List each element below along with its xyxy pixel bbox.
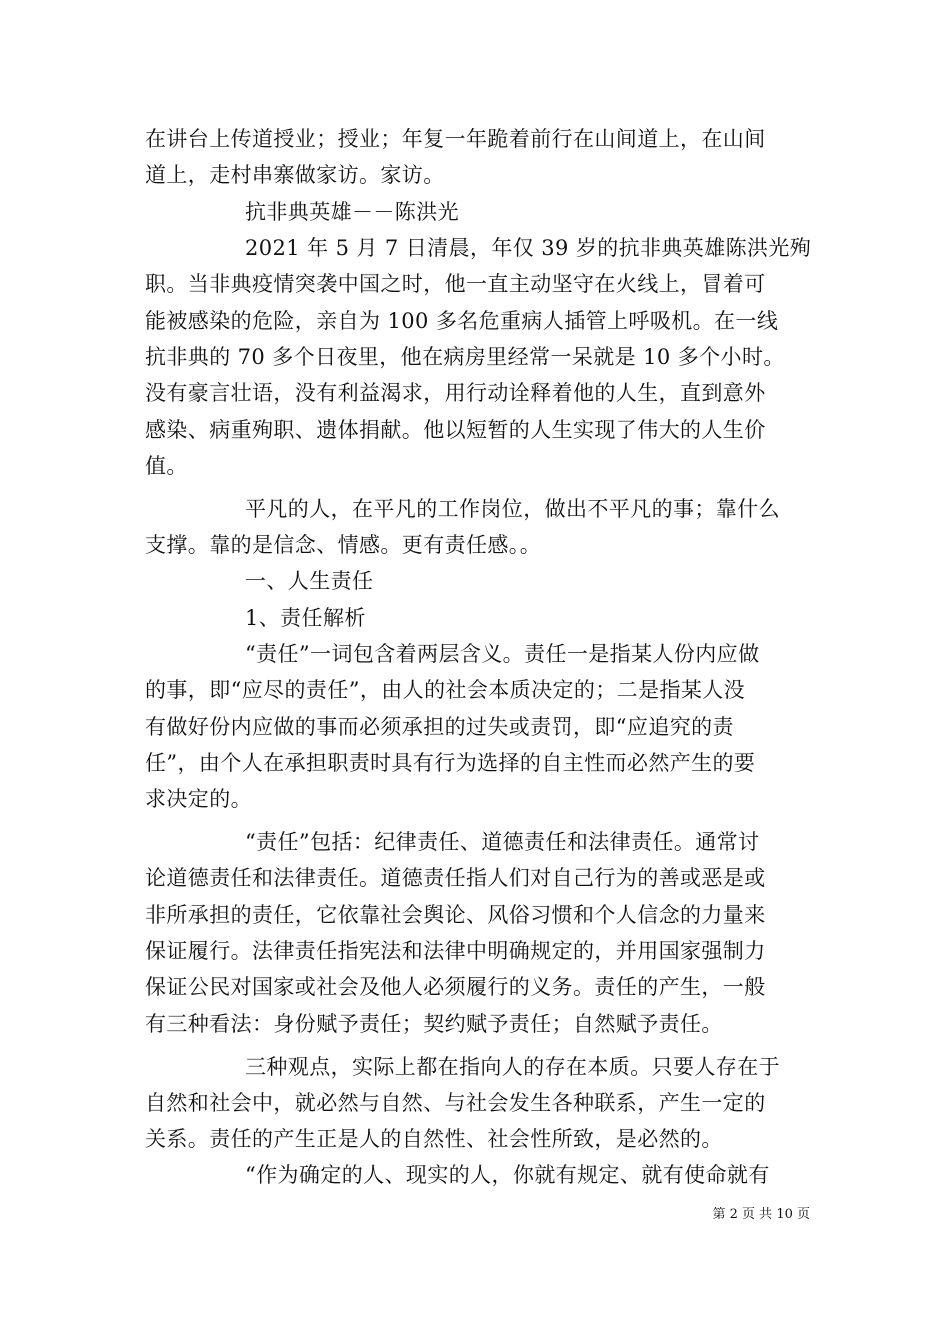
text-line: 有做好份内应做的事而必须承担的过失或责罚，即“应追究的责 (145, 715, 734, 739)
text-line: 职。当非典疫情突袭中国之时，他一直主动坚守在火线上，冒着可 (145, 272, 766, 296)
text-line: 任”，由个人在承担职责时具有行为选择的自主性而必然产生的要 (145, 751, 756, 775)
text-line: 论道德责任和法律责任。道德责任指人们对自己行为的善或恶是或 (145, 866, 766, 890)
text-line: 道上，走村串寨做家访。家访。 (145, 163, 445, 187)
text-line: 没有豪言壮语，没有利益渴求，用行动诠释着他的人生，直到意外 (145, 381, 766, 405)
text-line: “责任”包括：纪律责任、道德责任和法律责任。通常讨 (245, 830, 760, 854)
text-line: 感染、病重殉职、遗体捐献。他以短暂的人生实现了伟大的人生价 (145, 418, 766, 442)
text-line: 自然和社会中，就必然与自然、与社会发生各种联系，产生一定的 (145, 1091, 766, 1115)
text-line: 抗非典的 70 多个日夜里，他在病房里经常一呆就是 10 多个小时。 (145, 345, 785, 369)
text-line: 关系。责任的产生正是人的自然性、社会性所致，是必然的。 (145, 1127, 723, 1151)
text-line: 在讲台上传道授业；授业；年复一年跪着前行在山间道上，在山间 (145, 127, 766, 151)
text-line: “作为确定的人、现实的人，你就有规定、就有使命就有 (245, 1163, 770, 1187)
subsection-heading: 1、责任解析 (245, 606, 366, 630)
text-line: 支撑。靠的是信念、情感。更有责任感。。 (145, 533, 542, 557)
text-line: 三种观点，实际上都在指向人的存在本质。只要人存在于 (245, 1055, 780, 1079)
text-line: 有三种看法：身份赋予责任；契约赋予责任；自然赋予责任。 (145, 1012, 723, 1036)
text-line: 求决定的。 (145, 787, 252, 811)
text-line: 2021 年 5 月 7 日清晨，年仅 39 岁的抗非典英雄陈洪光殉 (245, 236, 812, 260)
text-line: 的事，即“应尽的责任”，由人的社会本质决定的；二是指某人没 (145, 678, 746, 702)
text-line: “责任”一词包含着两层含义。责任一是指某人份内应做 (245, 642, 760, 666)
text-line: 保证履行。法律责任指宪法和法律中明确规定的，并用国家强制力 (145, 939, 766, 963)
section-heading: 抗非典英雄－－陈洪光 (245, 200, 459, 224)
section-heading: 一、人生责任 (245, 569, 374, 593)
text-line: 平凡的人，在平凡的工作岗位，做出不平凡的事；靠什么 (245, 497, 780, 521)
text-line: 非所承担的责任，它依靠社会舆论、风俗习惯和个人信念的力量来 (145, 903, 766, 927)
text-line: 保证公民对国家或社会及他人必须履行的义务。责任的产生，一般 (145, 975, 766, 999)
text-line: 能被感染的危险，亲自为 100 多名危重病人插管上呼吸机。在一线 (145, 309, 779, 333)
page-number: 第 2 页 共 10 页 (712, 1207, 810, 1222)
text-line: 值。 (145, 454, 188, 478)
